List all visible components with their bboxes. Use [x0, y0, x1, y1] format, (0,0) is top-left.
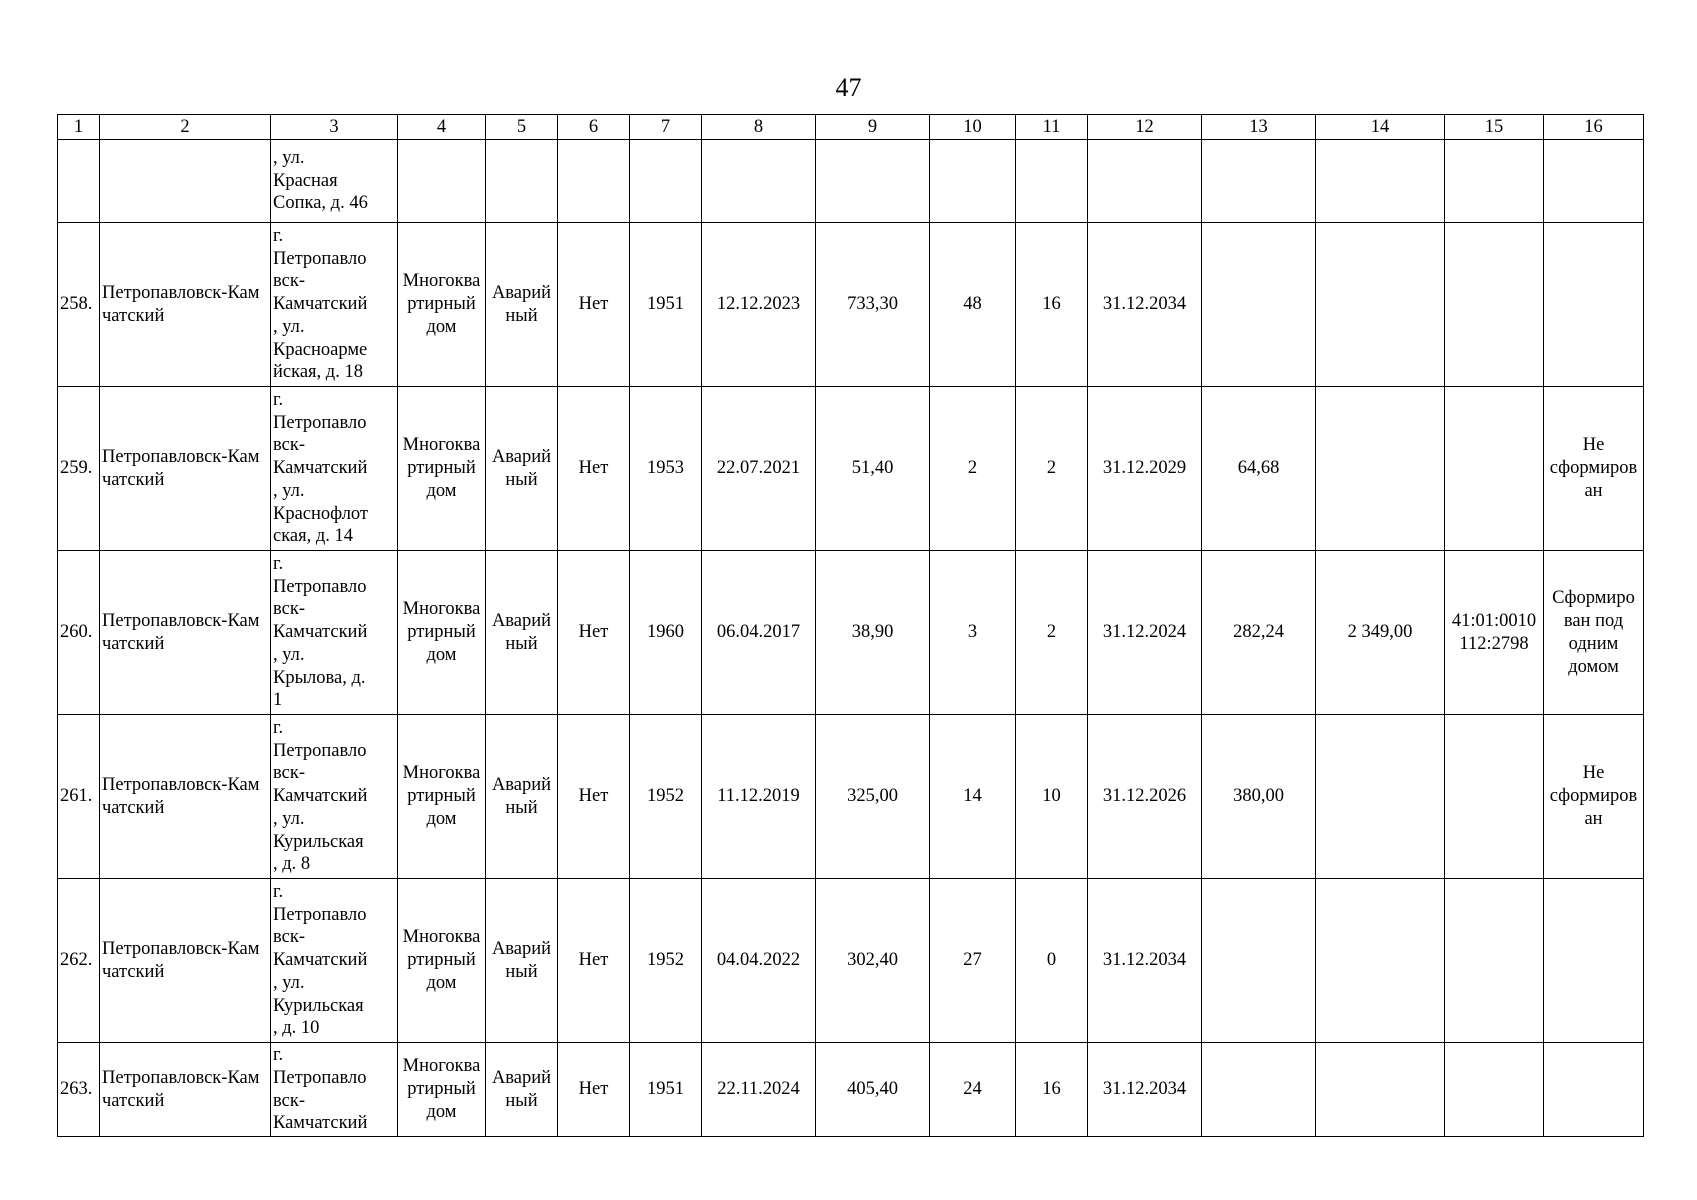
- deadline-cell: 31.12.2034: [1088, 1043, 1202, 1137]
- municipality-cell: Петропавловск-Камчатский: [100, 879, 271, 1043]
- column-6-cell: Нет: [558, 879, 630, 1043]
- cadastral-number-cell: [1445, 223, 1544, 387]
- year-cell: 1952: [630, 879, 702, 1043]
- table-row: [58, 1043, 1644, 1137]
- column-header: 11: [1016, 115, 1088, 140]
- column-header: 2: [100, 115, 271, 140]
- municipality-cell: Петропавловск-Камчатский: [100, 1043, 271, 1137]
- deadline-cell: 31.12.2034: [1088, 223, 1202, 387]
- year-cell: 1960: [630, 551, 702, 715]
- building-type-cell: Многоква ртирный дом: [398, 1043, 486, 1137]
- area-cell: 405,40: [816, 1043, 930, 1137]
- row-number-cell: 259.: [58, 387, 100, 551]
- date-cell: 12.12.2023: [702, 223, 816, 387]
- column-6-cell: Нет: [558, 715, 630, 879]
- cadastral-number-cell: [1445, 715, 1544, 879]
- cadastral-number-cell: [1445, 879, 1544, 1043]
- area-cell: 302,40: [816, 879, 930, 1043]
- column-11-cell: 2: [1016, 387, 1088, 551]
- column-6-cell: Нет: [558, 223, 630, 387]
- table-row: [58, 715, 1644, 879]
- municipality-cell: Петропавловск-Камчатский: [100, 551, 271, 715]
- column-header: 13: [1202, 115, 1316, 140]
- municipality-cell: Петропавловск-Камчатский: [100, 223, 271, 387]
- note-cell: Не сформиров ан: [1544, 715, 1644, 879]
- municipality-cell: Петропавловск-Камчатский: [100, 715, 271, 879]
- column-header: 3: [271, 115, 398, 140]
- column-10-cell: 3: [930, 551, 1016, 715]
- year-cell: 1953: [630, 387, 702, 551]
- column-13-cell: [1202, 1043, 1316, 1137]
- date-cell: 22.07.2021: [702, 387, 816, 551]
- row-number-cell: 262.: [58, 879, 100, 1043]
- address-cell: , ул. Красная Сопка, д. 46: [271, 140, 398, 223]
- table-row: [58, 879, 1644, 1043]
- cadastral-number-cell: [1445, 1043, 1544, 1137]
- column-11-cell: 0: [1016, 879, 1088, 1043]
- condition-cell: Аварий ный: [486, 715, 558, 879]
- area-cell: 325,00: [816, 715, 930, 879]
- date-cell: 22.11.2024: [702, 1043, 816, 1137]
- column-13-cell: 282,24: [1202, 551, 1316, 715]
- area-cell: 51,40: [816, 387, 930, 551]
- column-number-header-row: [58, 115, 1644, 140]
- table-row: [58, 223, 1644, 387]
- column-13-cell: [1202, 879, 1316, 1043]
- column-14-cell: 2 349,00: [1316, 551, 1445, 715]
- column-6-cell: Нет: [558, 387, 630, 551]
- deadline-cell: 31.12.2026: [1088, 715, 1202, 879]
- column-6-cell: Нет: [558, 551, 630, 715]
- condition-cell: Аварий ный: [486, 223, 558, 387]
- date-cell: 06.04.2017: [702, 551, 816, 715]
- table-body: [58, 115, 1644, 1137]
- area-cell: 38,90: [816, 551, 930, 715]
- building-type-cell: Многоква ртирный дом: [398, 223, 486, 387]
- housing-registry-table: [57, 114, 1644, 1137]
- condition-cell: Аварий ный: [486, 879, 558, 1043]
- area-cell: 733,30: [816, 223, 930, 387]
- column-header: 5: [486, 115, 558, 140]
- column-10-cell: 14: [930, 715, 1016, 879]
- column-header: 6: [558, 115, 630, 140]
- column-6-cell: Нет: [558, 1043, 630, 1137]
- building-type-cell: Многоква ртирный дом: [398, 551, 486, 715]
- column-header: 1: [58, 115, 100, 140]
- column-14-cell: [1316, 223, 1445, 387]
- condition-cell: Аварий ный: [486, 1043, 558, 1137]
- cadastral-number-cell: [1445, 387, 1544, 551]
- address-cell: г. Петропавло вск- Камчатский , ул. Крылова, д. 1: [271, 551, 398, 715]
- address-cell: г. Петропавло вск- Камчатский , ул. Краснофлот ская, д. 14: [271, 387, 398, 551]
- column-14-cell: [1316, 1043, 1445, 1137]
- column-14-cell: [1316, 387, 1445, 551]
- column-11-cell: 2: [1016, 551, 1088, 715]
- row-number-cell: 260.: [58, 551, 100, 715]
- deadline-cell: 31.12.2024: [1088, 551, 1202, 715]
- table-row: [58, 551, 1644, 715]
- column-11-cell: 10: [1016, 715, 1088, 879]
- column-header: 14: [1316, 115, 1445, 140]
- row-number-cell: 263.: [58, 1043, 100, 1137]
- municipality-cell: Петропавловск-Камчатский: [100, 387, 271, 551]
- column-13-cell: [1202, 223, 1316, 387]
- column-13-cell: 380,00: [1202, 715, 1316, 879]
- address-cell: г. Петропавло вск- Камчатский , ул. Курильская , д. 8: [271, 715, 398, 879]
- note-cell: Не сформиров ан: [1544, 387, 1644, 551]
- column-header: 15: [1445, 115, 1544, 140]
- column-11-cell: 16: [1016, 223, 1088, 387]
- building-type-cell: Многоква ртирный дом: [398, 879, 486, 1043]
- column-header: 4: [398, 115, 486, 140]
- address-cell: г. Петропавло вск- Камчатский , ул. Курильская , д. 10: [271, 879, 398, 1043]
- column-10-cell: 2: [930, 387, 1016, 551]
- year-cell: 1952: [630, 715, 702, 879]
- year-cell: 1951: [630, 223, 702, 387]
- row-number-cell: 258.: [58, 223, 100, 387]
- column-header: 9: [816, 115, 930, 140]
- date-cell: 04.04.2022: [702, 879, 816, 1043]
- page-number: 47: [835, 73, 862, 102]
- building-type-cell: Многоква ртирный дом: [398, 715, 486, 879]
- note-cell: [1544, 879, 1644, 1043]
- deadline-cell: 31.12.2034: [1088, 879, 1202, 1043]
- column-header: 16: [1544, 115, 1644, 140]
- deadline-cell: 31.12.2029: [1088, 387, 1202, 551]
- column-header: 7: [630, 115, 702, 140]
- column-13-cell: 64,68: [1202, 387, 1316, 551]
- address-cell: г. Петропавло вск- Камчатский , ул. Красноарме йская, д. 18: [271, 223, 398, 387]
- column-10-cell: 24: [930, 1043, 1016, 1137]
- building-type-cell: Многоква ртирный дом: [398, 387, 486, 551]
- note-cell: Сформиро ван под одним домом: [1544, 551, 1644, 715]
- continuation-row: [58, 140, 1644, 223]
- year-cell: 1951: [630, 1043, 702, 1137]
- column-10-cell: 27: [930, 879, 1016, 1043]
- date-cell: 11.12.2019: [702, 715, 816, 879]
- column-10-cell: 48: [930, 223, 1016, 387]
- table-row: [58, 387, 1644, 551]
- column-14-cell: [1316, 715, 1445, 879]
- address-cell: г. Петропавло вск- Камчатский: [271, 1043, 398, 1137]
- note-cell: [1544, 223, 1644, 387]
- column-header: 10: [930, 115, 1016, 140]
- column-header: 8: [702, 115, 816, 140]
- row-number-cell: 261.: [58, 715, 100, 879]
- note-cell: [1544, 1043, 1644, 1137]
- condition-cell: Аварий ный: [486, 551, 558, 715]
- column-11-cell: 16: [1016, 1043, 1088, 1137]
- column-14-cell: [1316, 879, 1445, 1043]
- cadastral-number-cell: 41:01:0010 112:2798: [1445, 551, 1544, 715]
- condition-cell: Аварий ный: [486, 387, 558, 551]
- column-header: 12: [1088, 115, 1202, 140]
